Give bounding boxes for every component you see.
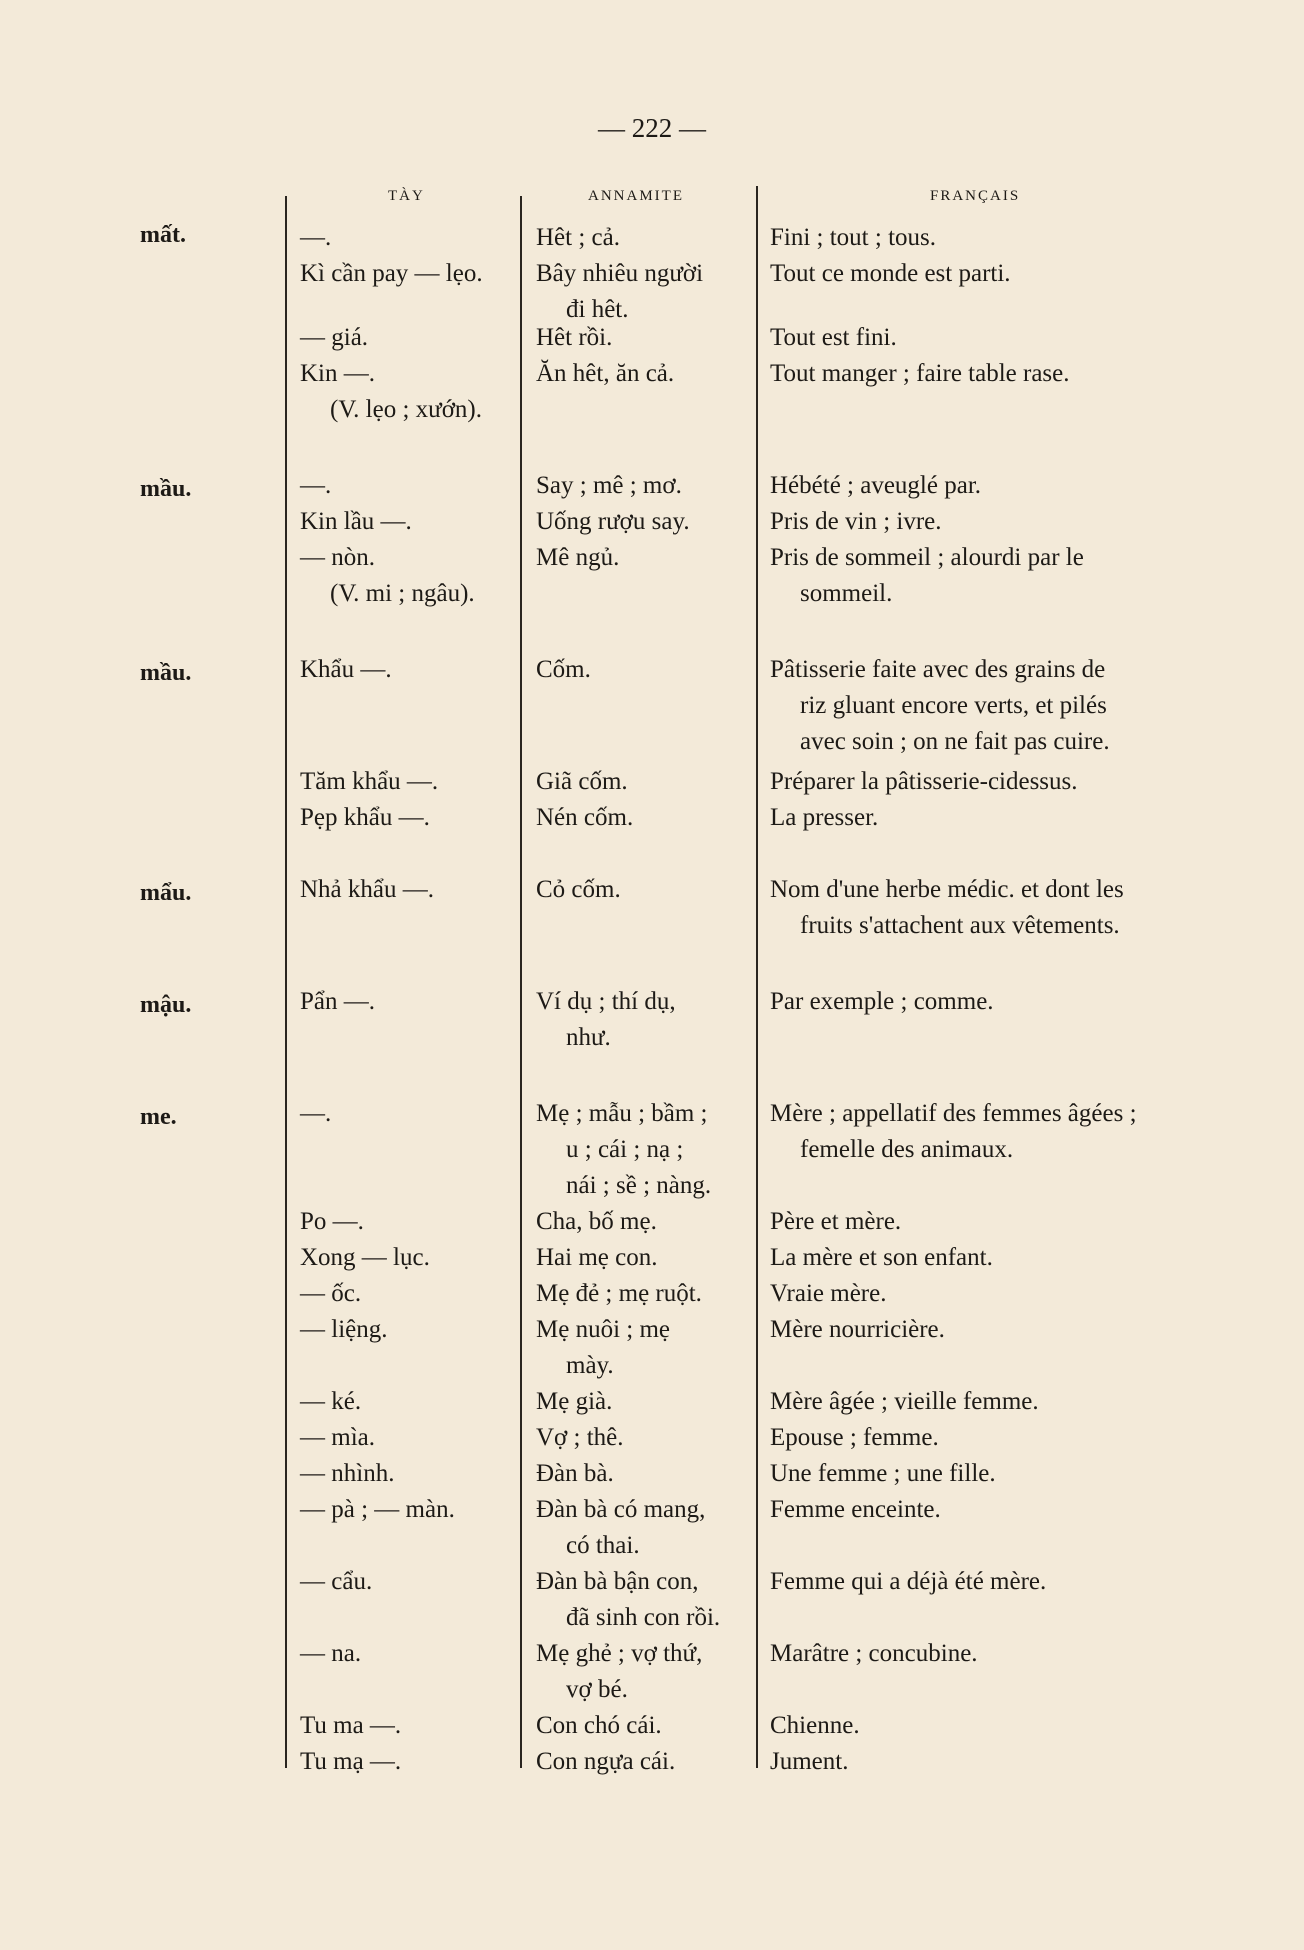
francais-text-line: Jument.: [770, 1748, 849, 1775]
annamite-text-line: Ăn hêt, ăn cả.: [536, 360, 675, 387]
annamite-text-line: nái ; sề ; nàng.: [566, 1172, 712, 1199]
annamite-text: [536, 1204, 657, 1240]
column-header-tay: TÀY: [388, 188, 425, 204]
francais-text: [770, 220, 936, 256]
francais-text: [770, 1492, 941, 1528]
francais-text-line: femelle des animaux.: [800, 1136, 1014, 1163]
francais-text-line: La presser.: [770, 804, 879, 831]
francais-text: [770, 356, 1070, 392]
column-header-francais: FRANÇAIS: [930, 188, 1021, 204]
annamite-text-line: Vợ ; thê.: [536, 1424, 624, 1451]
annamite-text: [536, 872, 621, 908]
annamite-text-line: Cốm.: [536, 656, 591, 683]
tay-text: [300, 1492, 455, 1528]
francais-text: [770, 1384, 1039, 1420]
francais-text: [770, 800, 878, 836]
tay-text-line: — ốc.: [300, 1280, 362, 1307]
francais-text-line: Par exemple ; comme.: [770, 988, 994, 1015]
annamite-text: [536, 1564, 720, 1636]
francais-text: [770, 1096, 1137, 1168]
tay-text-line: Pẹp khẩu —.: [300, 804, 430, 831]
annamite-text: [536, 1492, 705, 1564]
francais-text-line: Nom d'une herbe médic. et dont les: [770, 876, 1124, 903]
tay-text-line: — nhình.: [300, 1460, 395, 1487]
annamite-text: [536, 652, 591, 688]
francais-text: [770, 1312, 945, 1348]
page-number: — 222 —: [598, 113, 706, 143]
tay-text-line: — ké.: [300, 1388, 362, 1415]
tay-text-line: Pẩn —.: [300, 988, 375, 1015]
annamite-text-line: Con chó cái.: [536, 1712, 662, 1739]
francais-text-line: Vraie mère.: [770, 1280, 887, 1307]
francais-text-line: Pâtisserie faite avec des grains de: [770, 656, 1106, 683]
tay-text: [300, 1204, 364, 1240]
francais-text-line: Mère âgée ; vieille femme.: [770, 1388, 1039, 1415]
annamite-text-line: Say ; mê ; mơ.: [536, 472, 682, 499]
annamite-text-line: có thai.: [566, 1532, 640, 1559]
francais-text: [770, 1744, 848, 1780]
annamite-text-line: Đàn bà bận con,: [536, 1568, 699, 1595]
tay-text-line: Khẩu —.: [300, 656, 392, 683]
annamite-text-line: Bây nhiêu người: [536, 260, 704, 287]
tay-text: [300, 1276, 361, 1312]
annamite-text-line: Cha, bố mẹ.: [536, 1208, 657, 1235]
annamite-text-line: Mẹ nuôi ; mẹ: [536, 1316, 671, 1343]
annamite-text-line: Ví dụ ; thí dụ,: [536, 988, 676, 1015]
annamite-text: [536, 1456, 614, 1492]
francais-text: [770, 256, 1011, 292]
annamite-text-line: Nén cốm.: [536, 804, 634, 831]
tay-text-line: (V. lẹo ; xướn).: [330, 396, 482, 423]
tay-text: [300, 1708, 401, 1744]
francais-text-line: Préparer la pâtisserie-cidessus.: [770, 768, 1078, 795]
annamite-text-line: Uống rượu say.: [536, 508, 690, 535]
tay-text: [300, 1240, 430, 1276]
tay-text-line: Nhả khẩu —.: [300, 876, 434, 903]
francais-text: [770, 1276, 886, 1312]
francais-text-line: Femme enceinte.: [770, 1496, 941, 1523]
annamite-text-line: Hêt rồi.: [536, 324, 613, 351]
francais-text-line: avec soin ; on ne fait pas cuire.: [800, 728, 1110, 755]
tay-text-line: Kin —.: [300, 360, 375, 387]
tay-text: [300, 652, 392, 688]
francais-text: [770, 1456, 996, 1492]
annamite-text-line: Con ngựa cái.: [536, 1748, 676, 1775]
annamite-text-line: Mẹ ; mẫu ; bầm ;: [536, 1100, 708, 1127]
francais-text: [770, 984, 994, 1020]
tay-text-line: — giá.: [300, 324, 369, 351]
francais-text-line: Tout manger ; faire table rase.: [770, 360, 1070, 387]
tay-text: [300, 984, 375, 1020]
annamite-text: [536, 1744, 675, 1780]
tay-text-line: Kì cần pay — lẹo.: [300, 260, 483, 287]
francais-text-line: Pris de vin ; ivre.: [770, 508, 942, 535]
annamite-text-line: Hêt ; cả.: [536, 224, 620, 251]
francais-text: [770, 872, 1124, 944]
tay-text: [300, 1564, 372, 1600]
annamite-text: [536, 1276, 702, 1312]
tay-text-line: Tu ma —.: [300, 1712, 402, 1739]
francais-text-line: riz gluant encore verts, et pilés: [800, 692, 1107, 719]
annamite-text-line: Giã cốm.: [536, 768, 628, 795]
annamite-text: [536, 1708, 662, 1744]
annamite-text: [536, 320, 612, 356]
headword: mẩu.: [140, 880, 192, 906]
tay-text: [300, 872, 434, 908]
annamite-text-line: đi hêt.: [566, 296, 629, 323]
annamite-text-line: Cỏ cốm.: [536, 876, 621, 903]
annamite-text: [536, 1096, 711, 1204]
tay-text-line: —.: [300, 472, 332, 499]
francais-text-line: Epouse ; femme.: [770, 1424, 939, 1451]
annamite-text-line: u ; cái ; nạ ;: [566, 1136, 684, 1163]
tay-text-line: — na.: [300, 1640, 362, 1667]
tay-text: [300, 1636, 361, 1672]
francais-text: [770, 1708, 860, 1744]
tay-text-line: Tu mạ —.: [300, 1748, 402, 1775]
annamite-text: [536, 220, 620, 256]
francais-text: [770, 1204, 901, 1240]
tay-text: [300, 764, 438, 800]
annamite-text: [536, 1384, 612, 1420]
tay-text: [300, 220, 331, 256]
francais-text-line: Mère ; appellatif des femmes âgées ;: [770, 1100, 1137, 1127]
francais-text-line: fruits s'attachent aux vêtements.: [800, 912, 1120, 939]
annamite-text-line: Mẹ ghẻ ; vợ thứ,: [536, 1640, 703, 1667]
francais-text-line: Mère nourricière.: [770, 1316, 945, 1343]
headword: mất.: [140, 222, 186, 248]
tay-text-line: — mìa.: [300, 1424, 375, 1451]
annamite-text-line: Hai mẹ con.: [536, 1244, 658, 1271]
annamite-text: [536, 540, 619, 576]
francais-text-line: Tout ce monde est parti.: [770, 260, 1011, 287]
francais-text-line: sommeil.: [800, 580, 893, 607]
annamite-text-line: Mê ngủ.: [536, 544, 620, 571]
annamite-text: [536, 1420, 624, 1456]
tay-text: [300, 800, 430, 836]
annamite-text-line: như.: [566, 1024, 611, 1051]
francais-text-line: Pris de sommeil ; alourdi par le: [770, 544, 1084, 571]
column-rule-left: [285, 196, 287, 1768]
tay-text: [300, 540, 475, 612]
francais-text-line: Père et mère.: [770, 1208, 902, 1235]
francais-text-line: Tout est fini.: [770, 324, 897, 351]
tay-text-line: (V. mi ; ngâu).: [330, 580, 475, 607]
annamite-text: [536, 800, 633, 836]
tay-text: [300, 320, 368, 356]
francais-text-line: Chienne.: [770, 1712, 860, 1739]
tay-text-line: Po —.: [300, 1208, 364, 1235]
annamite-text-line: mày.: [566, 1352, 614, 1379]
francais-text: [770, 468, 981, 504]
tay-text: [300, 1312, 388, 1348]
tay-text: [300, 356, 482, 428]
tay-text-line: — cẩu.: [300, 1568, 373, 1595]
annamite-text: [536, 1240, 657, 1276]
tay-text-line: —.: [300, 1100, 332, 1127]
annamite-text-line: đã sinh con rồi.: [566, 1604, 721, 1631]
francais-text-line: La mère et son enfant.: [770, 1244, 993, 1271]
tay-text: [300, 1096, 331, 1132]
francais-text: [770, 540, 1084, 612]
francais-text: [770, 320, 897, 356]
tay-text-line: Tăm khẩu —.: [300, 768, 439, 795]
francais-text-line: Une femme ; une fille.: [770, 1460, 996, 1487]
annamite-text-line: Mẹ già.: [536, 1388, 613, 1415]
column-header-annamite: ANNAMITE: [588, 188, 684, 204]
tay-text-line: — pà ; — màn.: [300, 1496, 455, 1523]
annamite-text: [536, 356, 674, 392]
annamite-text: [536, 984, 676, 1056]
tay-text: [300, 1456, 394, 1492]
annamite-text-line: Đàn bà.: [536, 1460, 614, 1487]
tay-text: [300, 1420, 375, 1456]
tay-text-line: —.: [300, 224, 332, 251]
francais-text: [770, 1240, 993, 1276]
annamite-text-line: vợ bé.: [566, 1676, 628, 1703]
francais-text: [770, 1420, 939, 1456]
annamite-text-line: Mẹ đẻ ; mẹ ruột.: [536, 1280, 702, 1307]
francais-text: [770, 1636, 978, 1672]
tay-text-line: Kin lầu —.: [300, 508, 412, 535]
headword: me.: [140, 1104, 177, 1130]
annamite-text: [536, 504, 690, 540]
tay-text: [300, 504, 412, 540]
francais-text-line: Marâtre ; concubine.: [770, 1640, 978, 1667]
annamite-text-line: Đàn bà có mang,: [536, 1496, 706, 1523]
francais-text: [770, 504, 942, 540]
annamite-text: [536, 468, 682, 504]
tay-text: [300, 1384, 361, 1420]
headword: mầu.: [140, 476, 192, 502]
tay-text: [300, 256, 483, 292]
francais-text-line: Fini ; tout ; tous.: [770, 224, 937, 251]
annamite-text: [536, 1636, 702, 1708]
tay-text-line: — nòn.: [300, 544, 375, 571]
francais-text: [770, 1564, 1046, 1600]
francais-text: [770, 764, 1078, 800]
tay-text: [300, 1744, 401, 1780]
column-rule-middle: [520, 196, 522, 1768]
annamite-text: [536, 764, 628, 800]
annamite-text: [536, 256, 703, 328]
francais-text: [770, 652, 1110, 760]
tay-text: [300, 468, 331, 504]
column-rule-right: [756, 186, 758, 1768]
tay-text-line: — liệng.: [300, 1316, 388, 1343]
headword: mậu.: [140, 992, 192, 1018]
francais-text-line: Femme qui a déjà été mère.: [770, 1568, 1047, 1595]
annamite-text: [536, 1312, 670, 1384]
tay-text-line: Xong — lục.: [300, 1244, 430, 1271]
headword: mầu.: [140, 660, 192, 686]
francais-text-line: Hébété ; aveuglé par.: [770, 472, 982, 499]
